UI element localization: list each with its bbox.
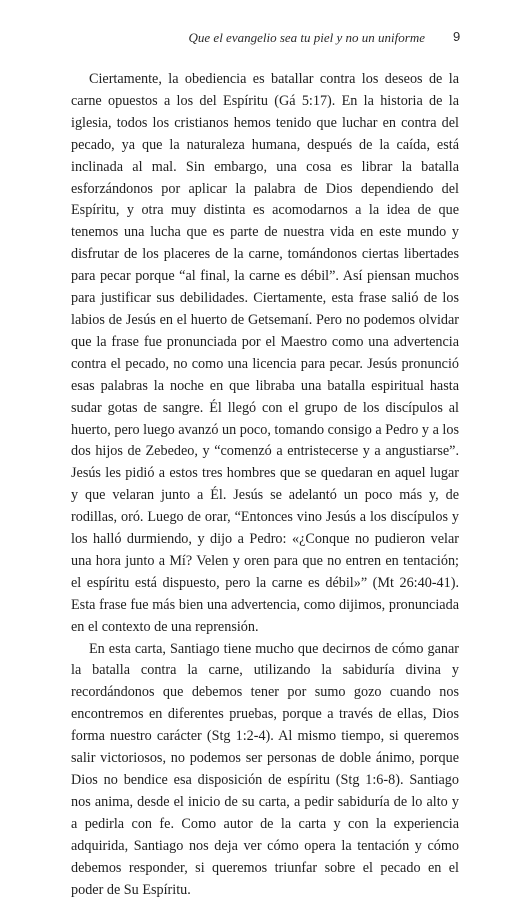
page-number: 9 (453, 29, 461, 44)
paragraph-1: Ciertamente, la obediencia es batallar contra los deseos de la carne opuestos a los del Espíritu (Gá 5:17). En la historia de la iglesia, todos los cristianos hemos tenido que luchar en contra del pecado, ya que la naturaleza humana, después de la caída, está inclinada al mal. Sin embargo, una cosa es librar la batalla esforzándonos por aplicar la palabra de Dios dependiendo del Espíritu, y otra muy distinta es acomodarnos a la idea de que tenemos una lucha que es parte de nuestra vida en este mundo y disfrutar de los placeres de la carne, tomándonos ciertas libertades para pecar porque “al final, la carne es débil”. Así piensan muchos para justificar sus debilidades. Ciertamente, esta frase salió de los labios de Jesús en el huerto de Getsemaní. Pero no podemos olvidar que la frase fue pronunciada por el Maestro como una advertencia contra el pecado, no como una licencia para pecar. Jesús pronunció esas palabras la noche en que libraba una batalla espiritual hasta sudar gotas de sangre. Él llegó con el grupo de los discípulos al huerto, pero luego avanzó un poco, tomando consigo a Pedro y a los dos hijos de Zebedeo, y “comenzó a entristecerse y a angustiarse”. Jesús les pidió a estos tres hombres que se quedaran en aquel lugar y que velaran junto a Él. Jesús se adelantó un poco más y, de rodillas, oró. Luego de orar, “Entonces vino Jesús a los discípulos y los halló durmiendo, y dijo a Pedro: «¿Conque no pudieron velar una hora junto a Mí? Velen y oren para que no entren en tentación; el espíritu está dispuesto, pero la carne es débil»” (Mt 26:40-41). Esta frase fue más bien una advertencia, como dijimos, pronunciada en el contexto de una reprensión. (71, 71, 459, 635)
body-text (71, 69, 459, 901)
paragraph-2: En esta carta, Santiago tiene mucho que decirnos de cómo ganar la batalla contra la carne, utilizando la sabiduría divina y recordándonos que debemos tener por sumo gozo cuando nos encontremos en diferentes pruebas, porque a través de ellas, Dios forma nuestro carácter (Stg 1:2-4). Al mismo tiempo, si queremos salir victoriosos, no podemos ser personas de doble ánimo, porque Dios no bendice esa disposición de espíritu (Stg 1:6-8). Santiago nos anima, desde el inicio de su carta, a pedir sabiduría de lo alto y a pedirla con fe. Como autor de la carta y con la experiencia adquirida, Santiago nos deja ver cómo opera la tentación y cómo debemos responder, si queremos triunfar sobre el pecado en el poder de Su Espíritu. (71, 640, 459, 898)
running-head-title: Que el evangelio sea tu piel y no un uniforme (188, 30, 425, 45)
